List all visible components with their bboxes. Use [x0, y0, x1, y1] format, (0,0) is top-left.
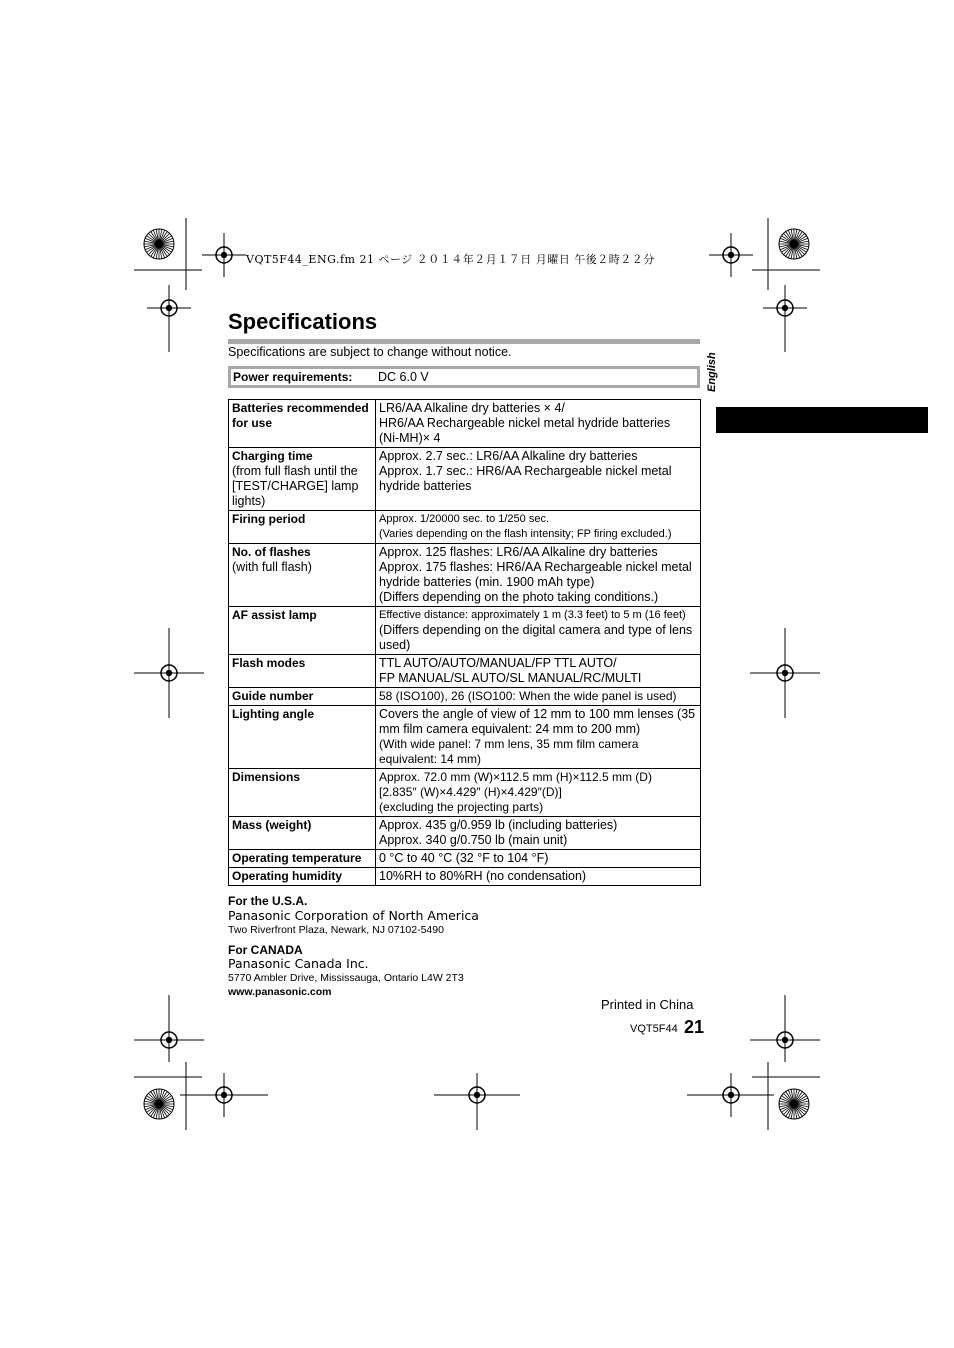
spec-key-note: (from full flash until the [TEST/CHARGE] lamp lights)	[232, 464, 359, 508]
spec-value-line: (Differs depending on the photo taking conditions.)	[379, 590, 659, 604]
spec-value-cell	[376, 769, 701, 817]
spec-row	[229, 607, 701, 655]
spec-key-cell	[229, 769, 376, 817]
spec-key: Operating temperature	[232, 851, 362, 865]
language-tab-label	[706, 352, 730, 404]
spec-key-cell	[229, 706, 376, 769]
spec-value-line: (Ni-MH)× 4	[379, 431, 441, 445]
spec-value-line: 10%RH to 80%RH (no condensation)	[379, 869, 587, 883]
spec-value-line: Approx. 1/20000 sec. to 1/250 sec.	[379, 513, 550, 525]
spec-key: Mass (weight)	[232, 818, 312, 832]
spec-row	[229, 817, 701, 850]
spec-row	[229, 868, 701, 886]
print-header: VQT5F44_ENG.fm 21 ページ ２０１４年２月１７日 月曜日 午後２時２２分	[246, 253, 655, 266]
spec-key: AF assist lamp	[232, 608, 317, 622]
spec-value-cell	[376, 448, 701, 511]
spec-value-cell	[376, 688, 701, 706]
spec-key-cell	[229, 655, 376, 688]
spec-key: Lighting angle	[232, 707, 314, 721]
spec-row	[229, 448, 701, 511]
spec-key: No. of flashes	[232, 545, 311, 559]
spec-row	[229, 511, 701, 544]
spec-value-line: LR6/AA Alkaline dry batteries × 4/	[379, 401, 565, 415]
spec-key-cell	[229, 400, 376, 448]
spec-value-cell	[376, 400, 701, 448]
power-value: DC 6.0 V	[378, 370, 429, 384]
canada-address: 5770 Ambler Drive, Mississauga, Ontario L4W 2T3	[228, 972, 464, 984]
spec-key: Flash modes	[232, 656, 306, 670]
spec-row	[229, 400, 701, 448]
spec-value-line: Approx. 435 g/0.959 lb (including batteries)	[379, 818, 618, 832]
spec-value-line: Approx. 2.7 sec.: LR6/AA Alkaline dry batteries	[379, 449, 638, 463]
usa-address: Two Riverfront Plaza, Newark, NJ 07102-5490	[228, 924, 444, 936]
spec-key-cell	[229, 688, 376, 706]
spec-value-cell	[376, 706, 701, 769]
canada-company: Panasonic Canada Inc.	[228, 956, 369, 971]
spec-value-line: [2.835″ (W)×4.429″ (H)×4.429″(D)]	[379, 785, 562, 799]
website-link[interactable]: www.panasonic.com	[228, 986, 332, 998]
spec-value-line: HR6/AA Rechargeable nickel metal hydride batteries	[379, 416, 671, 430]
spec-value-line: Covers the angle of view of 12 mm to 100 mm lenses (35 mm film camera equivalent: 24 mm to 200 mm)	[379, 707, 696, 736]
spec-key-cell	[229, 607, 376, 655]
spec-value-line: (With wide panel: 7 mm lens, 35 mm film camera equivalent: 14 mm)	[379, 737, 639, 766]
usa-heading: For the U.S.A.	[228, 894, 308, 908]
language-tab-bar	[716, 407, 928, 433]
spec-value-line: Approx. 1.7 sec.: HR6/AA Rechargeable nickel metal hydride batteries	[379, 464, 672, 493]
canada-contact	[228, 943, 464, 999]
spec-key: Batteries recommended for use	[232, 401, 369, 430]
spec-row	[229, 655, 701, 688]
spec-row	[229, 706, 701, 769]
spec-value-cell	[376, 607, 701, 655]
spec-row	[229, 850, 701, 868]
specifications-table	[228, 399, 701, 886]
spec-value-cell	[376, 868, 701, 886]
page-title: Specifications	[228, 309, 378, 334]
spec-value-cell	[376, 817, 701, 850]
spec-value-line: Approx. 340 g/0.750 lb (main unit)	[379, 833, 568, 847]
spec-key-cell	[229, 817, 376, 850]
spec-row	[229, 544, 701, 607]
spec-value-line: FP MANUAL/SL AUTO/SL MANUAL/RC/MULTI	[379, 671, 642, 685]
spec-row	[229, 688, 701, 706]
spec-value-line: 0 °C to 40 °C (32 °F to 104 °F)	[379, 851, 549, 865]
spec-key: Operating humidity	[232, 869, 343, 883]
spec-value-cell	[376, 850, 701, 868]
spec-value-cell	[376, 544, 701, 607]
spec-key: Dimensions	[232, 770, 301, 784]
usa-contact	[228, 894, 479, 937]
spec-key: Guide number	[232, 689, 314, 703]
spec-key-note: (with full flash)	[232, 560, 312, 574]
spec-value-line: (Varies depending on the flash intensity; FP firing excluded.)	[379, 528, 672, 540]
spec-value-line: Approx. 175 flashes: HR6/AA Rechargeable nickel metal hydride batteries (min. 1900 mAh type)	[379, 560, 692, 589]
spec-key-cell	[229, 868, 376, 886]
spec-row	[229, 769, 701, 817]
spec-key: Firing period	[232, 512, 306, 526]
spec-value-line: Approx. 72.0 mm (W)×112.5 mm (H)×112.5 mm (D)	[379, 770, 652, 784]
english-label: English	[706, 352, 718, 392]
spec-value-line: Effective distance: approximately 1 m (3.3 feet) to 5 m (16 feet)	[379, 609, 686, 621]
spec-value-cell	[376, 511, 701, 544]
spec-value-line: (excluding the projecting parts)	[379, 800, 544, 814]
page-number: 21	[684, 1017, 705, 1037]
subtitle: Specifications are subject to change without notice.	[228, 345, 512, 359]
model-code: VQT5F44	[630, 1023, 678, 1035]
spec-key-cell	[229, 448, 376, 511]
power-label: Power requirements:	[233, 370, 353, 384]
spec-key: Charging time	[232, 449, 313, 463]
spec-value-cell	[376, 655, 701, 688]
printed-in: Printed in China	[601, 997, 694, 1012]
spec-value-line: TTL AUTO/AUTO/MANUAL/FP TTL AUTO/	[379, 656, 617, 670]
power-requirements-box	[228, 366, 700, 388]
title-underline	[228, 339, 700, 344]
spec-value-line: (Differs depending on the digital camera and type of lens used)	[379, 623, 693, 652]
spec-value-line: Approx. 125 flashes: LR6/AA Alkaline dry batteries	[379, 545, 658, 559]
spec-value-line: 58 (ISO100), 26 (ISO100: When the wide panel is used)	[379, 689, 677, 703]
spec-key-cell	[229, 544, 376, 607]
spec-key-cell	[229, 850, 376, 868]
usa-company: Panasonic Corporation of North America	[228, 908, 479, 923]
spec-key-cell	[229, 511, 376, 544]
canada-heading: For CANADA	[228, 943, 303, 957]
